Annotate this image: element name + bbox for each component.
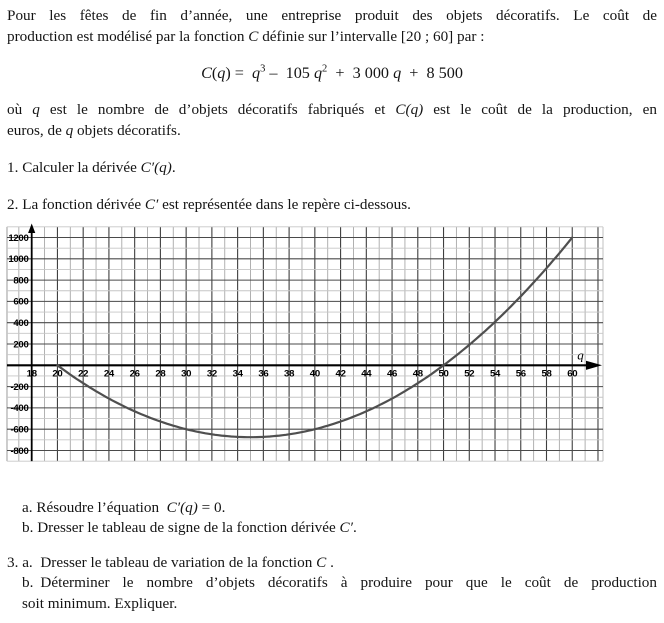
text-run: est le nombre de d’objets décoratifs fabriqués et	[39, 101, 396, 119]
text-run: – 105	[265, 64, 314, 83]
text-run: production est modélisé par la fonction	[7, 27, 249, 45]
y-tick-label: 200	[13, 338, 29, 350]
text-run: est représentée dans le repère ci-dessous.	[158, 195, 411, 213]
text-run: .	[326, 553, 334, 571]
item-number: 3.	[7, 553, 19, 571]
question-3b-line-2: soit minimum. Expliquer.	[22, 594, 178, 612]
question-2b	[7, 518, 657, 539]
x-tick-label: 24	[103, 367, 114, 379]
text-run: euros, de	[7, 121, 66, 139]
math-run: C′	[144, 195, 159, 213]
x-axis-label: q	[577, 346, 584, 362]
question-3a	[7, 553, 657, 574]
item-label: b.	[22, 519, 34, 537]
text-run: .	[353, 519, 357, 537]
math-run: C	[201, 64, 212, 83]
math-run-Cq: C(q)	[395, 101, 424, 119]
text-run: Résoudre l’équation	[32, 498, 167, 516]
text-run: (	[211, 64, 218, 83]
cost-function-formula	[7, 60, 657, 86]
x-tick-label: 22	[78, 367, 89, 379]
x-tick-label: 54	[489, 367, 501, 379]
y-tick-label: 600	[13, 296, 29, 308]
math-run-q: q	[65, 121, 74, 139]
text-run: est le coût de la production, en	[423, 101, 657, 119]
text-run: définie sur l’intervalle [20 ; 60] par :	[258, 27, 485, 45]
text-run: ) =	[225, 64, 253, 83]
x-tick-label: 48	[412, 367, 423, 379]
x-tick-label: 46	[387, 367, 398, 379]
x-tick-label: 44	[361, 367, 372, 379]
question-3b-line-1	[22, 573, 657, 594]
item-label: b.	[22, 574, 34, 592]
x-tick-label: 36	[258, 367, 269, 379]
math-run: q	[217, 64, 226, 83]
x-tick-label: 26	[129, 367, 140, 379]
x-tick-label: 58	[541, 367, 552, 379]
intro-line-2	[7, 27, 657, 48]
math-run-C: C	[316, 553, 327, 571]
math-run: C′(q)	[140, 159, 172, 177]
definition-line-1	[7, 100, 657, 121]
math-run-C: C	[248, 27, 259, 45]
x-tick-label: 56	[515, 367, 526, 379]
y-tick-label: -400	[10, 402, 29, 414]
definition-paragraph	[7, 100, 657, 141]
item-label: a.	[22, 498, 33, 516]
intro-line-1: Pour les fêtes de fin d’année, une entreprise produit des objets décoratifs. Le coût de	[7, 7, 657, 24]
y-tick-label: -800	[10, 445, 29, 457]
x-tick-label: 32	[206, 367, 217, 379]
definition-line-2	[7, 121, 657, 142]
y-tick-label: 1200	[8, 232, 29, 244]
exponent: 3	[260, 63, 266, 75]
x-tick-label: 42	[335, 367, 346, 379]
math-run: q	[393, 64, 402, 83]
exponent: 2	[322, 63, 328, 75]
text-run: Dresser le tableau de signe de la fonction dérivée	[33, 519, 340, 537]
y-axis-arrow-icon	[28, 223, 35, 233]
x-tick-label: 28	[155, 367, 166, 379]
math-run-q: q	[32, 101, 40, 119]
text-run: objets décoratifs.	[73, 121, 181, 139]
x-tick-label: 20	[52, 367, 63, 379]
text-run: a. Dresser le tableau de variation de la fonction	[18, 553, 317, 571]
text-run: .	[171, 159, 176, 177]
intro-paragraph	[7, 6, 657, 47]
y-tick-label: 800	[13, 274, 29, 286]
text-run: + 8 500	[401, 64, 463, 83]
y-tick-label: -200	[10, 381, 29, 393]
text-run: Déterminer le nombre d’objets décoratifs à produire pour que le coût de production	[40, 574, 657, 592]
x-tick-label: 60	[567, 367, 578, 379]
question-3b	[7, 573, 657, 614]
math-run: C′	[339, 519, 353, 537]
x-tick-label: 18	[26, 367, 37, 379]
text-run: = 0.	[197, 498, 226, 516]
text-run: + 3 000	[327, 64, 394, 83]
text-run: où	[7, 101, 33, 119]
text-run: 1. Calculer la dérivée	[7, 159, 141, 177]
y-tick-label: -600	[10, 424, 29, 436]
text-run: 2. La fonction dérivée	[7, 195, 145, 213]
derivative-graph	[0, 222, 664, 472]
question-1	[7, 158, 657, 179]
math-run: q	[252, 64, 261, 83]
x-tick-label: 34	[232, 367, 243, 379]
question-2a	[7, 498, 657, 519]
math-run: q	[313, 64, 323, 83]
y-tick-label: 1000	[8, 253, 29, 265]
math-run: C′(q)	[166, 498, 198, 516]
question-2	[7, 195, 657, 216]
x-tick-label: 30	[181, 367, 192, 379]
x-tick-label: 40	[309, 367, 320, 379]
x-tick-label: 38	[284, 367, 295, 379]
x-tick-label: 52	[464, 367, 475, 379]
y-tick-label: 400	[13, 317, 29, 329]
x-tick-label: 50	[438, 367, 449, 379]
x-axis-arrow-icon	[586, 360, 602, 369]
